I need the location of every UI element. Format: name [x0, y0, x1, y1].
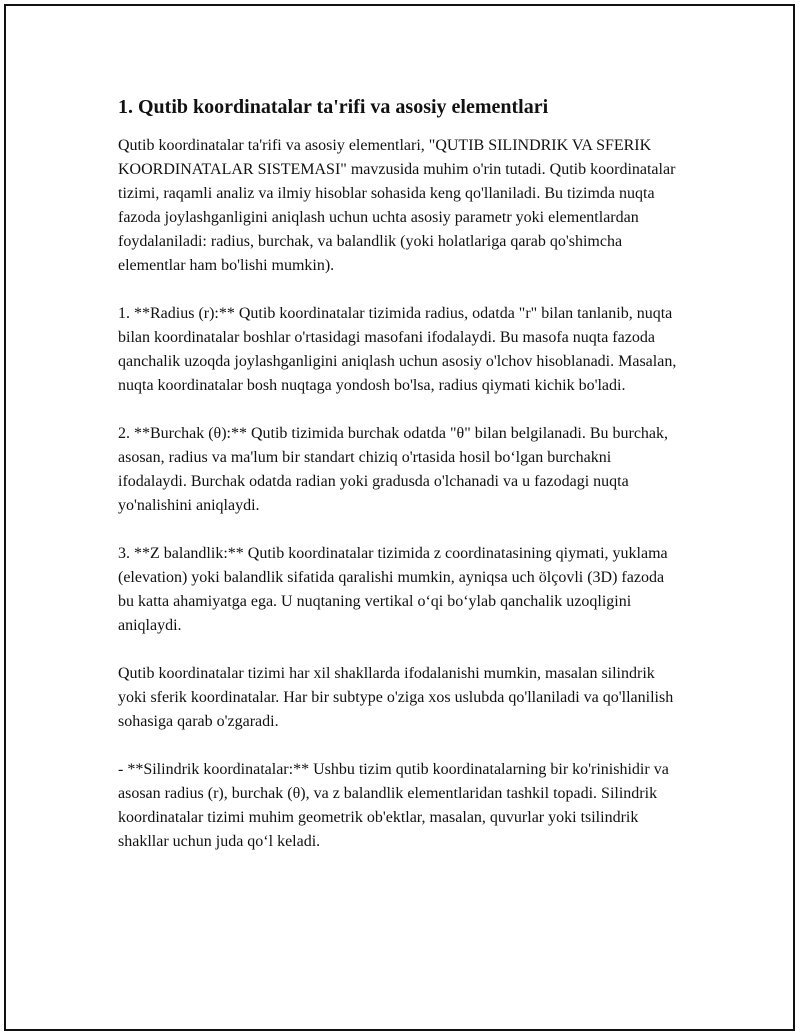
- forms-paragraph: Qutib koordinatalar tizimi har xil shakllarda ifodalanishi mumkin, masalan silindrik yoki sferik koordinatalar. Har bir subtype o'ziga xos uslubda qo'llaniladi va qo'llanilish sohasiga qarab o'zgaradi.: [118, 665, 674, 730]
- document-body: [118, 94, 683, 878]
- angle-paragraph: 2. **Burchak (θ):** Qutib tizimida burchak odatda "θ" bilan belgilanadi. Bu burchak, asosan, radius va ma'lum bir standart chiziq o'rtasida hosil bo‘lgan burchakni ifodalaydi. Burchak odatda radian yoki gradusda o'lchanadi va u fazodagi nuqta yo'nalishini aniqlaydi.: [118, 425, 669, 514]
- radius-paragraph: 1. **Radius (r):** Qutib koordinatalar tizimida radius, odatda "r" bilan tanlanib, nuqta bilan koordinatalar boshlar o'rtasidagi masofani ifodalaydi. Bu masofa nuqta fazoda qanchalik uzoqda joylashganligini aniqlash uchun asosiy o'lchov hisoblanadi. Masalan, nuqta koordinatalar bosh nuqtaga yondosh bo'lsa, radius qiymati kichik bo'ladi.: [118, 305, 677, 394]
- z-height-paragraph: 3. **Z balandlik:** Qutib koordinatalar tizimida z coordinatasining qiymati, yuklama (elevation) yoki balandlik sifatida qaralishi mumkin, ayniqsa uch ölçovli (3D) fazoda bu katta ahamiyatga ega. U nuqtaning vertikal o‘qi bo‘ylab qanchalik uzoqligini aniqlaydi.: [118, 545, 668, 634]
- cylindrical-paragraph: - **Silindrik koordinatalar:** Ushbu tizim qutib koordinatalarning bir ko'rinishidir va asosan radius (r), burchak (θ), va z balandlik elementlaridan tashkil topadi. Silindrik koordinatalar tizimi muhim geometrik ob'ektlar, masalan, quvurlar yoki tsilindrik shakllar uchun juda qo‘l keladi.: [118, 761, 669, 850]
- intro-paragraph: Qutib koordinatalar ta'rifi va asosiy elementlari, "QUTIB SILINDRIK VA SFERIK KOORDINATALAR SISTEMASI" mavzusida muhim o'rin tutadi. Qutib koordinatalar tizimi, raqamli analiz va ilmiy hisoblar sohasida keng qo'llaniladi. Bu tizimda nuqta fazoda joylashganligini aniqlash uchun uchta asosiy parametr yoki elementlardan foydalaniladi: radius, burchak, va balandlik (yoki holatlariga qarab qo'shimcha elementlar ham bo'lishi mumkin).: [118, 137, 676, 274]
- section-heading: 1. Qutib koordinatalar ta'rifi va asosiy elementlari: [118, 96, 549, 118]
